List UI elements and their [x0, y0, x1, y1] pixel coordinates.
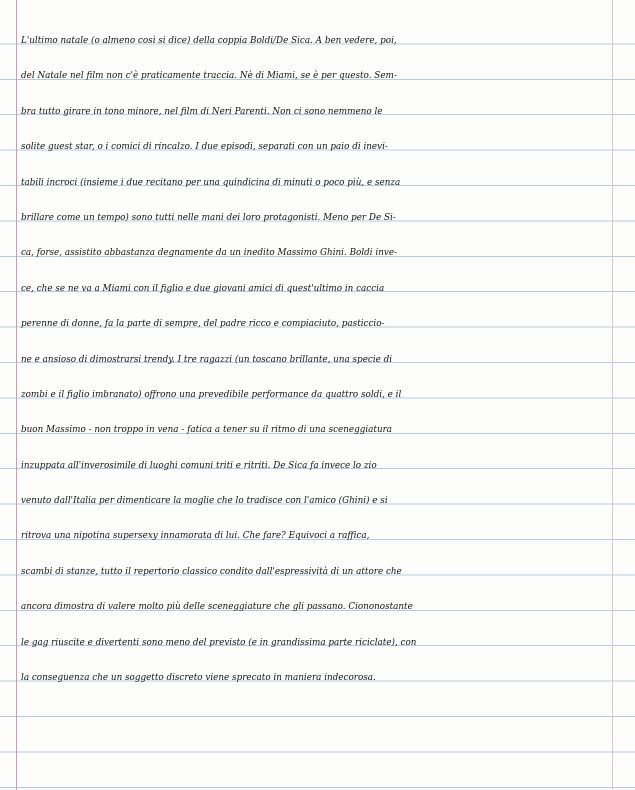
text-line: bra tutto girare in tono minore, nel film di Neri Parenti. Non ci sono nemmeno le — [21, 106, 383, 117]
text-line: ancora dimostra di valere molto più delle sceneggiature che gli passano. Ciononostante — [21, 602, 413, 613]
text-line: solite guest star, o i comici di rincalzo. I due episodi, separati con un paio di inevi- — [21, 142, 388, 153]
text-line: ca, forse, assistito abbastanza degnamente da un inedito Massimo Ghini. Boldi inve- — [21, 248, 398, 259]
text-line: ce, che se ne va a Miami con il figlio e due giovani amici di quest'ultimo in caccia — [21, 283, 385, 294]
text-line: L'ultimo natale (o almeno così si dice) della coppia Boldi/De Sica. A ben vedere, poi, — [21, 36, 397, 46]
margin-line — [16, 0, 17, 790]
text-line: perenne di donne, fa la parte di sempre, del padre ricco e compiaciuto, pasticcio- — [21, 319, 385, 330]
text-line: venuto dall'Italia per dimenticare la moglie che lo tradisce con l'amico (Ghini) e si — [21, 496, 388, 507]
text-line: scambi di stanze, tutto il repertorio classico condito dall'espressività di un attore che — [21, 566, 402, 577]
text-line: brillare come un tempo) sono tutti nelle mani dei loro protagonisti. Meno per De Si- — [21, 212, 396, 223]
text-line: ne e ansioso di dimostrarsi trendy. I tre ragazzi (un toscano brillante, una specie di — [21, 354, 393, 365]
text-line: ritrova una nipotina supersexy innamorata di lui. Che fare? Equivoci a raffica, — [21, 531, 370, 542]
text-line: buon Massimo - non troppo in vena - fatica a tener su il ritmo di una sceneggiatura — [21, 425, 393, 436]
text-line: le gag riuscite e divertenti sono meno del previsto (e in grandissima parte riciclate), con — [21, 637, 417, 648]
text-line: la conseguenza che un soggetto discreto viene sprecato in maniera indecorosa. — [21, 673, 376, 684]
text-line: inzuppata all'inverosimile di luoghi comuni triti e ritriti. De Sica fa invece lo zio — [21, 460, 377, 471]
text-line: del Natale nel film non c'è praticamente traccia. Nè di Miami, se è per questo. Sem- — [21, 71, 397, 82]
handwritten-text — [21, 31, 615, 703]
text-line: zombi e il figlio imbranato) offrono una prevedibile performance da quattro soldi, e il — [21, 389, 402, 400]
text-line: tabili incroci (insieme i due recitano per una quindicina di minuti o poco più, e senza — [21, 177, 401, 188]
